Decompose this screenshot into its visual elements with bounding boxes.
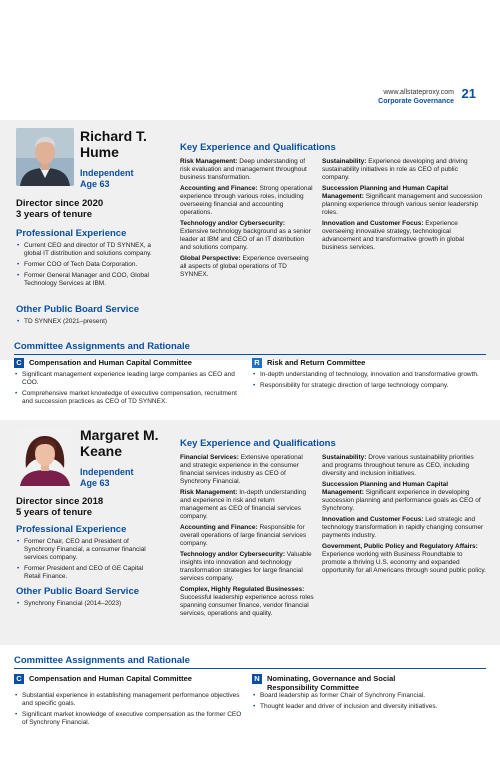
section-name: Corporate Governance: [378, 98, 454, 105]
professional-list-hume: [16, 242, 161, 291]
page-header: [378, 88, 454, 106]
boards-list-hume: [16, 318, 161, 329]
kq-item: Accounting and Finance: Responsible for overall operations of large financial services company.: [180, 524, 307, 547]
kq-item: Accounting and Finance: Strong operational experience through various roles, including overseeing financial and accounting operations.: [180, 185, 313, 216]
committee-bullets-risk-hume: [252, 371, 482, 393]
kq-item: Complex, Highly Regulated Businesses: Successful leadership experience across roles spanning consumer finance, vendor financial services, operations and quality.: [180, 586, 314, 617]
page-number: 21: [461, 86, 476, 101]
director-tenure-hume: Director since 2020 3 years of tenure: [16, 198, 104, 220]
director-photo-hume: [16, 128, 74, 186]
list-item: • Thought leader and driver of inclusion and diversity initiatives.: [252, 703, 482, 711]
kq-item: Succession Planning and Human Capital Management: Significant management and succession planning experience through various senior leadership roles.: [322, 185, 483, 216]
kq-heading-hume: Key Experience and Qualifications: [180, 142, 336, 153]
committee-bullets-nominating-keane: [252, 692, 482, 714]
professional-heading-hume: Professional Experience: [16, 228, 127, 239]
list-item: • Former COO of Tech Data Corporation.: [16, 261, 161, 269]
list-item: • Substantial experience in establishing management performance objectives and specific goals.: [14, 692, 246, 708]
committee-nominating-keane: N Nominating, Governance and Social Responsibility Committee: [252, 674, 417, 692]
committees-heading-keane: Committee Assignments and Rationale: [14, 655, 190, 666]
kq-heading-keane: Key Experience and Qualifications: [180, 438, 336, 449]
committees-heading-hume: Committee Assignments and Rationale: [14, 341, 190, 352]
list-item: • Board leadership as former Chair of Synchrony Financial.: [252, 692, 482, 700]
director-status-hume: Independent Age 63: [80, 168, 134, 189]
list-item: • Current CEO and director of TD SYNNEX, a global IT distribution and solutions company.: [16, 242, 161, 258]
director-status-keane: Independent Age 63: [80, 467, 134, 488]
kq-item: Succession Planning and Human Capital Management: Significant experience in developing succession planning and performance goals as CEO of Synchrony.: [322, 481, 481, 512]
kq-item: Sustainability: Drove various sustainability priorities and programs throughout tenure as CEO, including diversity and inclusion initiatives.: [322, 454, 474, 477]
kq-item: Sustainability: Experience developing and driving sustainability initiatives in role as CEO of public company.: [322, 158, 468, 181]
committee-c-icon: C: [14, 358, 24, 368]
kq-item: Risk Management: In-depth understanding and experience in risk and return management as CEO of financial services company.: [180, 489, 307, 520]
kq-item: Technology and/or Cybersecurity: Extensive technology background as a senior leader at IBM and CEO of an IT distribution and solutions company.: [180, 220, 311, 251]
committee-n-icon: N: [252, 674, 262, 684]
list-item: • Significant market knowledge of executive compensation as the former CEO of Synchrony Financial.: [14, 711, 246, 727]
kq-right-column-hume: [322, 158, 486, 255]
list-item: • Significant management experience leading large companies as CEO and COO.: [14, 371, 246, 387]
committee-compensation-hume: C Compensation and Human Capital Committee: [14, 358, 192, 368]
list-item: • TD SYNNEX (2021–present): [16, 318, 161, 326]
website-link[interactable]: www.allstateproxy.com: [383, 89, 454, 96]
committee-c-icon: C: [14, 674, 24, 684]
list-item: • Synchrony Financial (2014–2023): [16, 600, 161, 608]
kq-left-column-hume: [180, 158, 314, 282]
list-item: • In-depth understanding of technology, innovation and transformative growth.: [252, 371, 482, 379]
committee-compensation-keane: C Compensation and Human Capital Committee: [14, 674, 192, 684]
list-item: • Comprehensive market knowledge of executive compensation, recruitment and succession practices as CEO of TD SYNNEX.: [14, 390, 246, 406]
boards-list-keane: [16, 600, 161, 611]
director-name-keane: Margaret M. Keane: [80, 427, 159, 459]
kq-item: Technology and/or Cybersecurity: Valuable insights into innovation and technology transformation strategies for large financial services company.: [180, 551, 312, 582]
kq-left-column-keane: [180, 454, 314, 621]
kq-right-column-keane: [322, 454, 486, 578]
director-name-hume: Richard T. Hume: [80, 128, 147, 160]
divider: [14, 668, 486, 669]
list-item: • Responsibility for strategic direction of large technology company.: [252, 382, 482, 390]
professional-list-keane: [16, 538, 161, 584]
kq-item: Innovation and Customer Focus: Experience overseeing innovative strategy, technological advancement and transformative growth in global business services.: [322, 220, 464, 251]
kq-item: Global Perspective: Experience overseeing all aspects of global operations of TD SYNNEX.: [180, 255, 309, 278]
professional-heading-keane: Professional Experience: [16, 524, 127, 535]
divider: [14, 354, 486, 355]
director-tenure-keane: Director since 2018 5 years of tenure: [16, 496, 104, 518]
kq-item: Risk Management: Deep understanding of risk evaluation and management throughout business transformation.: [180, 158, 307, 181]
kq-item: Government, Public Policy and Regulatory Affairs: Experience working with Business Roundtable to promote a thriving U.S. economy and expanded opportunity for all Americans through sound public policy.: [322, 543, 486, 574]
list-item: • Former Chair, CEO and President of Synchrony Financial, a consumer financial services company.: [16, 538, 161, 562]
committee-r-icon: R: [252, 358, 262, 368]
list-item: • Former President and CEO of GE Capital Retail Finance.: [16, 565, 161, 581]
kq-item: Financial Services: Extensive operational and strategic experience in the consumer financial services industry as CEO of Synchrony Financial.: [180, 454, 303, 485]
boards-heading-keane: Other Public Board Service: [16, 586, 140, 597]
committee-bullets-compensation-hume: [14, 371, 246, 409]
committee-bullets-compensation-keane: [14, 692, 246, 730]
committee-risk-hume: R Risk and Return Committee: [252, 358, 365, 368]
list-item: • Former General Manager and COO, Global Technology Services at IBM.: [16, 272, 161, 288]
boards-heading-hume: Other Public Board Service: [16, 304, 140, 315]
director-photo-keane: [16, 428, 74, 486]
kq-item: Innovation and Customer Focus: Led strategic and technology transformation in rapidly changing consumer payments industry.: [322, 516, 484, 539]
